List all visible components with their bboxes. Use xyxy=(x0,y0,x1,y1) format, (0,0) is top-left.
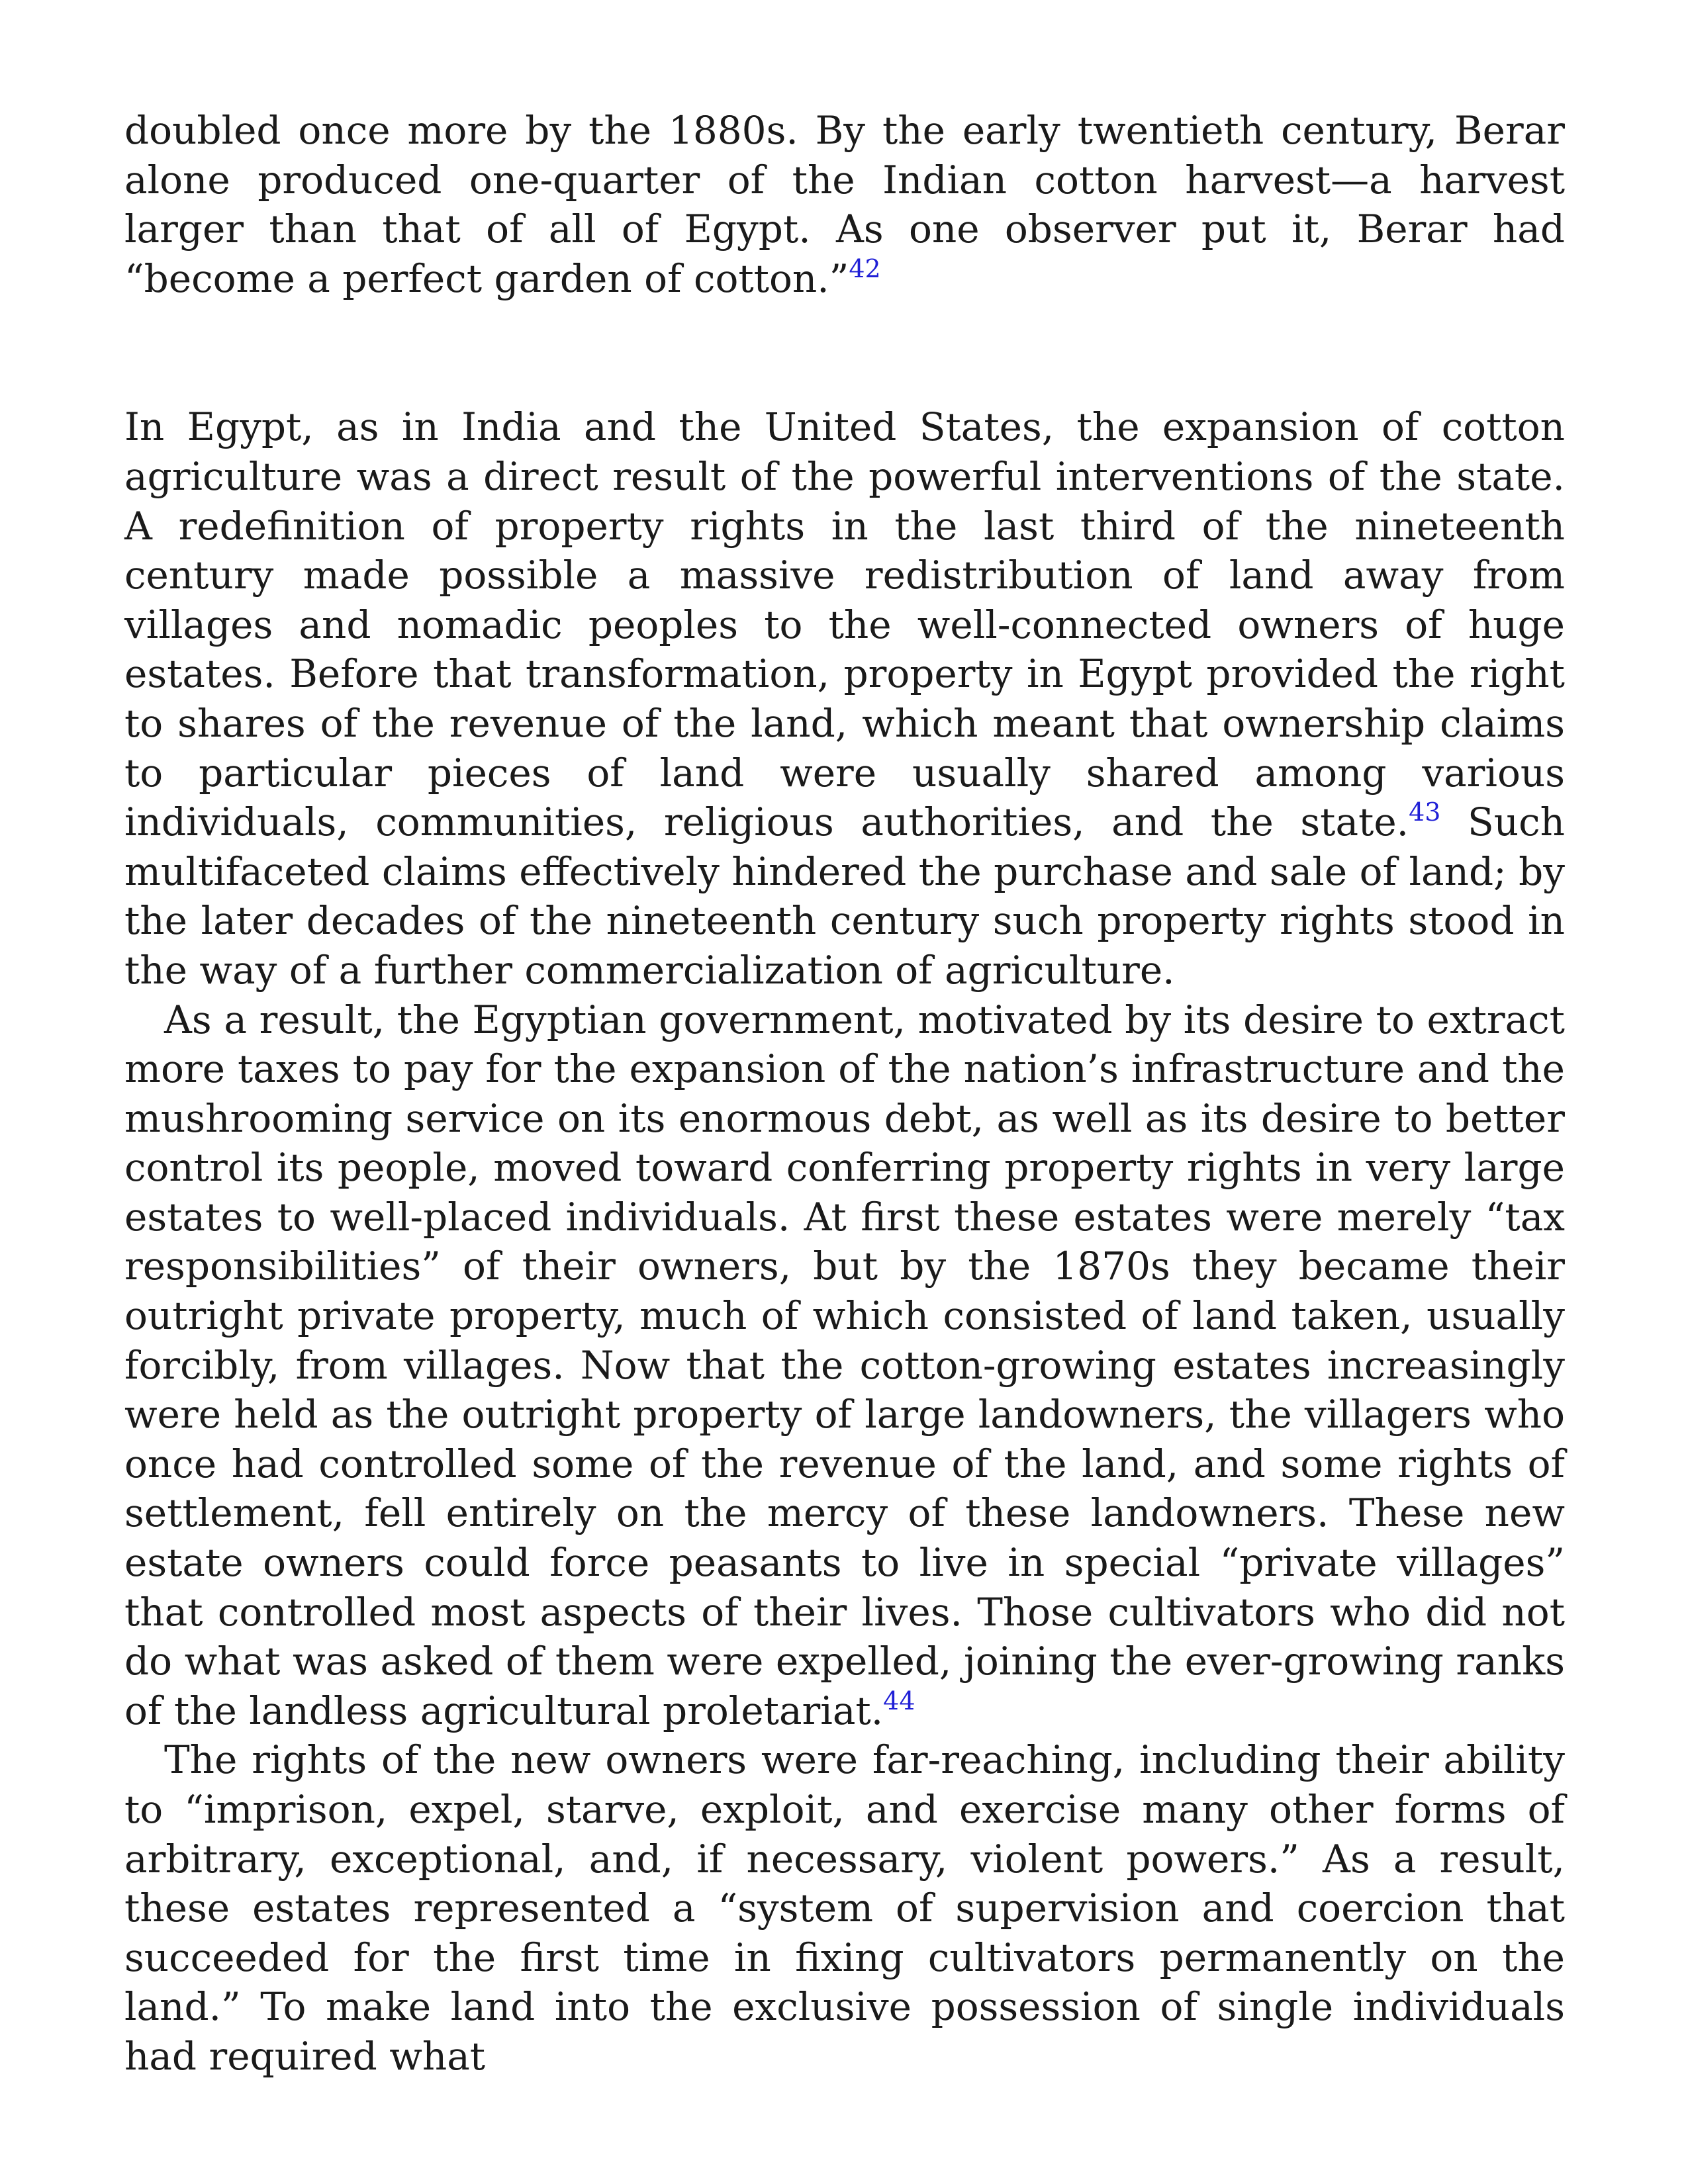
page-body xyxy=(124,106,1565,2081)
paragraph-text: doubled once more by the 1880s. By the early twentieth century, Berar alone produced one-quarter of the Indian cotton harvest—a harvest larger than that of all of Egypt. As one observer put it, Berar had “become a perfect garden of cotton.” xyxy=(124,108,1565,301)
paragraph-text: As a result, the Egyptian government, motivated by its desire to extract more taxes to pay for the expansion of the nation’s infrastructure and the mushrooming service on its enormous debt, as well as its desire to better control its people, moved toward conferring property rights in very large estates to well-placed individuals. At first these estates were merely “tax responsibilities” of their owners, but by the 1870s they became their outright private property, much of which consisted of land taken, usually forcibly, from villages. Now that the cotton-growing estates increasingly were held as the outright property of large landowners, the villagers who once had controlled some of the revenue of the land, and some rights of settlement, fell entirely on the mercy of these landowners. These new estate owners could force peasants to live in special “private villages” that controlled most aspects of their lives. Those cultivators who did not do what was asked of them were expelled, joining the ever-growing ranks of the landless agricultural proletariat. xyxy=(124,997,1565,1733)
footnote-link-43[interactable]: 43 xyxy=(1409,797,1441,827)
paragraph-owner-rights xyxy=(124,1735,1565,2081)
paragraph-text: The rights of the new owners were far-reaching, including their ability to “imprison, expel, starve, exploit, and exercise many other forms of arbitrary, exceptional, and, if necessary, violent powers.” As a result, these estates represented a “system of supervision and coercion that succeeded for the first time in fixing cultivators permanently on the land.” To make land into the exclusive possession of single individuals had required what xyxy=(124,1737,1565,2079)
paragraph-text: Such multifaceted claims effectively hindered the purchase and sale of land; by the later decades of the nineteenth century such property rights stood in the way of a further commercialization of agriculture. xyxy=(124,799,1565,993)
paragraph-text: In Egypt, as in India and the United States, the expansion of cotton agriculture was a direct result of the powerful interventions of the state. A redefinition of property rights in the last third of the nineteenth century made possible a massive redistribution of land away from villages and nomadic peoples to the well-connected owners of huge estates. Before that transformation, property in Egypt provided the right to shares of the revenue of the land, which meant that ownership claims to particular pieces of land were usually shared among various individuals, communities, religious authorities, and the state. xyxy=(124,404,1565,845)
paragraph-berar xyxy=(124,106,1565,303)
footnote-link-44[interactable]: 44 xyxy=(883,1686,915,1715)
paragraph-egypt-property xyxy=(124,402,1565,995)
paragraph-egyptian-government xyxy=(124,995,1565,1736)
footnote-link-42[interactable]: 42 xyxy=(849,253,881,283)
